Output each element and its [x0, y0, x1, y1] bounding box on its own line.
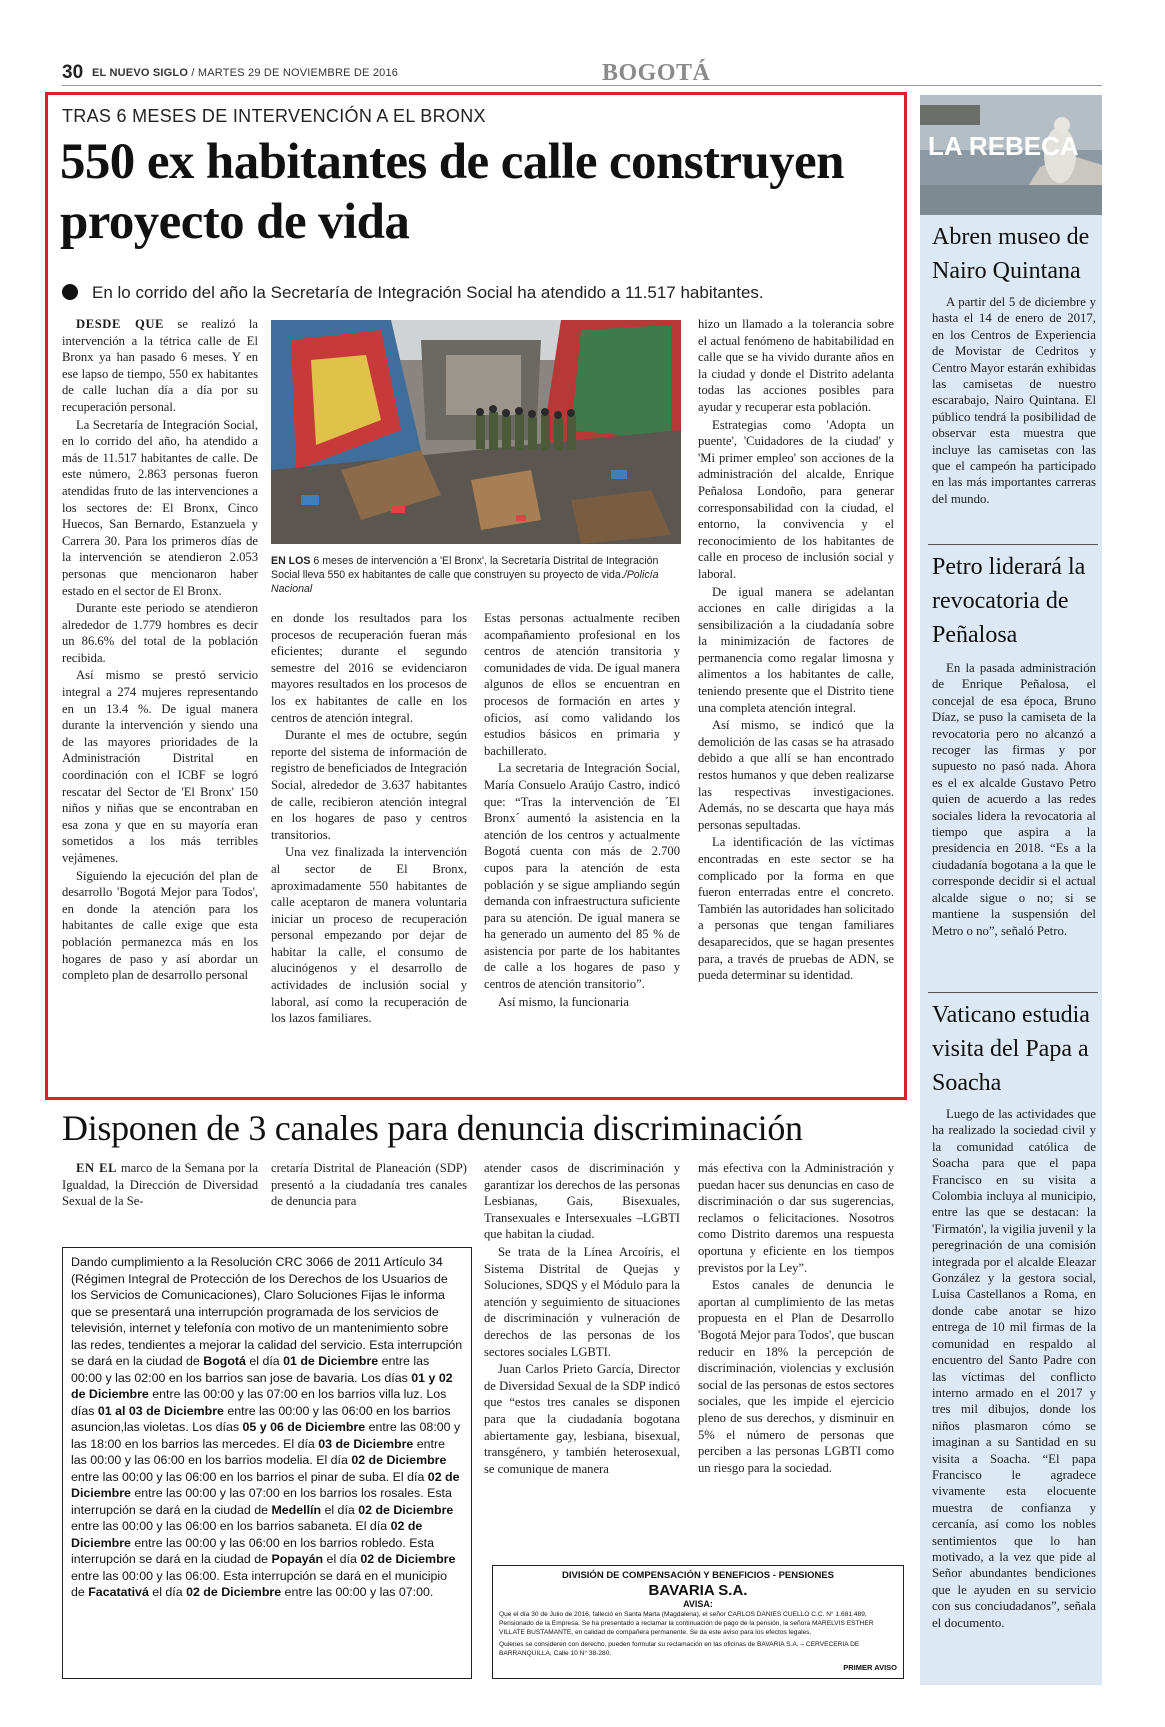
- paragraph: La Secretaría de Integración Social, en lo corrido del año, ha atendido a más de 11.517 habitantes de calle. De este número, 2.863 personas fueron atendidas fruto de las intervenciones a los sectores de: El Bronx, Cinco Huecos, San Bernardo, Estanzuela y Carrera 30. Para los primeros días de la intervención se atendieron 2.053 personas que mencionaron haber estado en el sector de El Bronx.: [62, 417, 258, 598]
- notice-emphasis: 02 de Diciembre: [71, 1519, 423, 1550]
- paragraph: Estos canales de denuncia le aportan al cumplimiento de las metas propuesta en el Plan de Desarrollo 'Bogotá Mejor para Todos', que buscan reducir en 18% la percepción de discriminación, violencias y exclusión social de las personas de estos sectores sociales, que les impide el ejercicio pleno de sus derechos, y disminuir en 5% el número de personas que perciben a las personas LGBTI como un riesgo para la sociedad.: [698, 1278, 894, 1475]
- subhead-text: En lo corrido del año la Secretaría de Integración Social ha atendido a 11.517 habitantes.: [92, 283, 764, 302]
- second-story-column-1: [62, 1160, 258, 1211]
- sidebar-headline-2: Petro liderará la revocatoria de Peñalosa: [932, 554, 1086, 648]
- notice-emphasis: 01 al 03 de Diciembre: [97, 1403, 224, 1418]
- paragraph: Estrategias como 'Adopta un puente', 'Cuidadores de la ciudad' y 'Mi primer empleo' son acciones de la administración del alcalde, Enrique Peñalosa Londoño, para generar corresponsabilidad con la ciudad, el entorno, la convivencia y el reconocimiento de los habitantes de calle en proceso de inclusión social y laboral.: [698, 417, 894, 581]
- page-number: 30: [62, 62, 84, 83]
- notice-emphasis: 02 de Diciembre: [358, 1502, 454, 1517]
- notice-emphasis: 01 de Diciembre: [283, 1354, 379, 1368]
- news-photo-bronx: [271, 320, 681, 544]
- notice-body: Que el día 30 de Julio de 2016, falleció en Santa Marta (Magdalena), el señor CARLOS DANIES CUELLO C.C. N° 1.681.489, Pensionado de la Empresa. Se ha presentado a reclamar la continuación de pago de la pensión, la señora MARELVIS ESTHER VILLATE BUSTAMANTE, en calidad de compañera permanente. Se da este aviso para los efectos legales.: [499, 1611, 874, 1636]
- paragraph: se realizó la intervención a la tétrica calle de El Bronx ya han pasado 6 meses. Y en ese lapso de tiempo, 550 ex habitantes de calle luchan día a día por su recuperación personal.: [62, 317, 258, 414]
- drop-in-words: DESDE QUE: [76, 317, 165, 331]
- notice-text: entre las 00:00 y las 06:00 en los barrios el pinar de suba. El día: [71, 1469, 428, 1484]
- story-column-2: [271, 610, 467, 1028]
- story-column-1: [62, 316, 258, 985]
- notice-emphasis: 02 de Diciembre: [71, 1469, 460, 1500]
- notice-text: entre las 00:00 y las 06:00. Esta interrupción se dará en el municipio de: [71, 1568, 448, 1599]
- second-story-column-3: [484, 1160, 680, 1478]
- publication-date-line: [92, 67, 398, 79]
- paragraph: hizo un llamado a la tolerancia sobre el actual fenómeno de habitabilidad en calle que se ha vivido durante años en la ciudad y donde el Distrito adelanta todas las acciones posibles para ayudar y recuperar esta población.: [698, 317, 894, 414]
- story-subhead: [62, 283, 764, 303]
- sidebar-divider: [928, 544, 1098, 545]
- la-rebeca-image: [920, 95, 1102, 215]
- paragraph: Así mismo, se indicó que la demolición de las casas se ha atrasado debido a que allí se han encontrado restos humanos y que deben realizarse las respectivas investigaciones. Además, no se descarta que haya más personas sepultadas.: [698, 718, 894, 832]
- notice-claims: Quienes se consideren con derecho, pueden formular su reclamación en las oficinas de BAVARIA S.A. – CERVECERIA DE BARRANQUILLA, Calle 10 N° 38-280.: [499, 1641, 860, 1658]
- paragraph: Estas personas actualmente reciben acompañamiento profesional en los centros de atención transitoria y comunidades de vida. De igual manera algunos de ellos se encuentran en procesos de formación en artes y oficios, así como validando los estudios básicos en primaria y bachillerato.: [484, 611, 680, 758]
- bavaria-pension-notice: [492, 1565, 904, 1679]
- story-column-4: [698, 316, 894, 985]
- paragraph: Se trata de la Línea Arcoíris, el Sistema Distrital de Quejas y Soluciones, SDQS y el Módulo para la atención y seguimiento de situaciones de discriminación y vulneración de derechos de las personas de los sectores sociales LGBTI.: [484, 1244, 680, 1359]
- paragraph: De igual manera se adelantan acciones en calle dirigidas a la sensibilización a la ciudadanía sobre la minimización de factores de permanencia como regalar limosna y alimentos a los habitantes de calle, teniendo presente que el Distrito tiene una completa atención integral.: [698, 584, 894, 715]
- notice-emphasis: 02 de Diciembre: [360, 1552, 456, 1566]
- notice-emphasis: 02 de Diciembre: [186, 1585, 282, 1599]
- paragraph: Una vez finalizada la intervención al sector de El Bronx, aproximadamente 550 habitantes de calle aceptaron de manera voluntaria iniciar un proceso de recuperación personal empezando por dejar de habitar la calle, el consumo de alucinógenos y el desarrollo de actividades de inclusión social y laboral, así como la recuperación de los lazos familiares.: [271, 845, 467, 1026]
- sidebar-text-3: [932, 1106, 1096, 1631]
- notice-text: entre las 00:00 y las 07:00 en los barrios villa luz. Los días: [71, 1387, 447, 1418]
- paragraph: A partir del 5 de diciembre y hasta el 14 de enero de 2017, en los Centros de Experiencia de Movistar de Cedritos y Centro Mayor estarán exhibidas las camisetas de nuestro escarabajo, Nairo Quintana. El público tendrá la posibilidad de observar esta muestra que incluye las camisetas con las que el campeón ha participado en las más importantes carreras del mundo.: [932, 295, 1096, 506]
- notice-text: entre las 00:00 y las 07:00.: [281, 1585, 434, 1599]
- section-title: BOGOTÁ: [602, 60, 711, 86]
- caption-text: 6 meses de intervención a 'El Bronx', la Secretaría Distrital de Integración Social lleva 550 ex habitantes de calle que construyen su proyecto de vida.: [271, 555, 659, 581]
- sidebar-headline-3: Vaticano estudia visita del Papa a Soacha: [932, 1002, 1090, 1096]
- drop-in-words: EN EL: [76, 1161, 118, 1175]
- notice-text: Dando cumplimiento a la Resolución CRC 3066 de 2011 Artículo 34 (Régimen Integral de Protección de los Derechos de los Usuarios de los Servicios de Comunicaciones), Claro Soluciones Fijas le informa que se presentará una interrupción programada de los servicios de televisión, internet y telefonía con motivo de un mantenimiento sobre las redes, tendientes a mejorar la calidad del servicio. Esta interrupción se dará en la ciudad de: [71, 1255, 463, 1368]
- second-story-headline: Disponen de 3 canales para denuncia discriminación: [62, 1108, 803, 1148]
- story-kicker: TRAS 6 MESES DE INTERVENCIÓN A EL BRONX: [62, 106, 486, 126]
- publication-name: EL NUEVO SIGLO: [92, 67, 189, 79]
- notice-emphasis: 05 y 06 de Diciembre: [242, 1420, 366, 1434]
- paragraph: Juan Carlos Prieto García, Director de Diversidad Sexual de la SDP indicó que “estos tres canales se disponen para que la ciudadanía bogotana abiertamente gay, lesbiana, bisexual, transgénero, y también heterosexual, se comunique de manera: [484, 1362, 680, 1476]
- image-label: LA REBECA: [928, 131, 1079, 161]
- paragraph: cretaría Distrital de Planeación (SDP) presentó a la ciudadanía tres canales de denuncia para: [271, 1161, 467, 1209]
- story-column-3: [484, 610, 680, 1011]
- paragraph: La identificación de las víctimas encontradas en este sector se ha complicado por la forma en que fueron enterradas entre el concreto. También las autoridades han solicitado a personas que tengan familiares desaparecidos, que se hagan presentes para, a través de pruebas de ADN, se pueda determinar su identidad.: [698, 835, 894, 983]
- paragraph: Durante este periodo se atendieron alrededor de 1.779 hombres es decir un 86.6% del total de la población recibida.: [62, 601, 258, 665]
- service-interruption-notice: [62, 1247, 472, 1679]
- notice-text: el día: [245, 1354, 284, 1368]
- notice-text: entre las 00:00 y las 06:00 en los barrios modelia. El día: [71, 1436, 445, 1467]
- notice-text: entre las 00:00 y las 02:00 en los barrios san jose de bavaria. Los días: [71, 1354, 430, 1385]
- sidebar-headline-1: Abren museo de Nairo Quintana: [932, 224, 1090, 284]
- paragraph: Luego de las actividades que ha realizado la sociedad civil y la comunidad católica de Soacha para que el papa Francisco en su visita a Colombia incluya al municipio, entre las que se destacan: la 'Firmatón', la vigilia juvenil y la peregrinación de una comisión integrada por el alcalde Eleazar González y la gestora social, Luisa Castellanos a Roma, en donde cabe anotar se hizo entrega de 10 mil firmas de la comunidad en respaldo al encuentro del Santo Padre con las víctimas del conflicto interno armado en el 2017 y tres mil dibujos, donde los niños plasmaron cómo se imaginan a su Santidad en su visita a Soacha. “El papa Francisco le agradece vivamente esta elocuente muestra de confianza y cercanía, así como los nobles sentimientos que lo han motivado, a la vez que pide al Señor abundantes bendiciones que le ayuden en su servicio con sus conciudadanos”, señala el documento.: [932, 1107, 1096, 1630]
- notice-emphasis: Facatativá: [88, 1585, 149, 1599]
- paragraph: Siguiendo la ejecución del plan de desarrollo 'Bogotá Mejor para Todos', en donde la atención para los habitantes de calle exige que esta población permanezca más en los hogares de paso y así abordar un completo plan de desarrollo personal: [62, 868, 258, 983]
- notice-emphasis: 02 de Diciembre: [351, 1453, 447, 1467]
- notice-text: entre las 08:00 y las 18:00 en los barrios las mercedes. El día: [71, 1420, 461, 1451]
- notice-text: el día: [321, 1502, 359, 1517]
- notice-emphasis: Medellín: [271, 1502, 322, 1517]
- second-story-column-2: [271, 1160, 467, 1211]
- second-story-column-4: [698, 1160, 894, 1477]
- sidebar-text-1: [932, 294, 1096, 507]
- notice-text: el día: [148, 1585, 187, 1599]
- sidebar-divider: [928, 992, 1098, 993]
- notice-text: entre las 00:00 y las 07:00 en los barrios los rosales. Esta interrupción se dará en la ciudad de: [71, 1486, 452, 1517]
- notice-sign: PRIMER AVISO: [843, 1662, 897, 1672]
- paragraph: Así mismo, la funcionaria: [498, 994, 629, 1009]
- photo-credit: /Policía Nacional: [271, 569, 659, 595]
- notice-emphasis: Popayán: [271, 1552, 324, 1566]
- paragraph: Así mismo se prestó servicio integral a 274 mujeres representando en un 13.4 %. De igual manera durante la intervención y siendo una de las mayores prioridades de la Administración Distrital en coordinación con el ICBF se logró rescatar del Sector de 'El Bronx' 150 niños y niñas que se encontraban en esa zona y que en su mayoría eran sometidos a los más terribles vejámenes.: [62, 668, 258, 865]
- notice-emphasis: Bogotá: [203, 1354, 246, 1368]
- notice-text: entre las 00:00 y las 06:00 en los barrios robledo. Esta interrupción se dará en la ciudad de: [71, 1535, 434, 1566]
- story-headline: 550 ex habitantes de calle construyen proyecto de vida: [60, 134, 844, 250]
- bullet-icon: [62, 284, 78, 300]
- paragraph: En la pasada administración de Enrique Peñalosa, el concejal de esa época, Bruno Díaz, se puso la camiseta de la revocatoria pero no alcanzó a recoger las firmas y por supuesto no pasó nada. Ahora es el ex alcalde Gustavo Petro quien de acuerdo a las redes sociales lidera la revocatoria al tiempo que aspira a la presidencia en 2018. “Es a la ciudadanía bogotana a la que le corresponde decidir si el actual alcalde sigue o no; si se mantiene la suspensión del Metro o no”, señaló Petro.: [932, 661, 1096, 938]
- page-header: [62, 62, 1102, 86]
- caption-lead: EN LOS: [271, 555, 311, 567]
- photo-caption: [271, 554, 681, 596]
- paragraph: más efectiva con la Administración y puedan hacer sus denuncias en caso de discriminación o dar sus sugerencias, reclamos o felicitaciones. Nosotros como Distrito daremos una respuesta oportuna y eficiente en los tiempos previstos por la Ley”.: [698, 1161, 894, 1275]
- paragraph: atender casos de discriminación y garantizar los derechos de las personas Lesbianas, Gais, Bisexuales, Transexuales e Intersexuales –LGBTI que habitan la ciudad.: [484, 1161, 680, 1242]
- paragraph: Durante el mes de octubre, según reporte del sistema de información de registro de beneficiados de Integración Social, alrededor de 3.637 habitantes de calle, recibieron atención integral en los hogares de paso y centros transitorios.: [271, 728, 467, 842]
- issue-date: / MARTES 29 DE NOVIEMBRE DE 2016: [191, 67, 399, 79]
- street-scene-image: [271, 320, 681, 544]
- sidebar-text-2: [932, 660, 1096, 939]
- notice-text: entre las 00:00 y las 06:00 en los barrios sabaneta. El día: [71, 1519, 391, 1533]
- paragraph: marco de la Semana por la Igualdad, la Dirección de Diversidad Sexual de la Se-: [62, 1161, 258, 1209]
- notice-emphasis: 01 y 02 de Diciembre: [71, 1370, 453, 1401]
- notice-emphasis: 03 de Diciembre: [318, 1436, 414, 1451]
- notice-company: BAVARIA S.A.: [648, 1582, 748, 1599]
- notice-avisa: AVISA:: [683, 1599, 713, 1609]
- paragraph: en donde los resultados para los procesos de recuperación fueran más eficientes; durante el segundo semestre del 2016 se evidenciaron mayores resultados en los procesos de los ex habitantes de calle en los centros de atención integral.: [271, 611, 467, 725]
- notice-division: DIVISIÓN DE COMPENSACIÓN Y BENEFICIOS - PENSIONES: [561, 1570, 835, 1581]
- notice-text: entre las 00:00 y las 06:00 en los barrios asuncion,las violetas. Los días: [71, 1403, 451, 1434]
- notice-text: el día: [323, 1552, 361, 1566]
- paragraph: La secretaria de Integración Social, María Consuelo Araújo Castro, indicó que: “Tras la intervención de ´El Bronx´ aumentó la asistencia en la atención de los centros y actualmente Bogotá cuenta con más de 2.700 cupos para la atención de esta población y se sigue ampliando según demanda con infraestructura suficiente para su atención. De igual manera se ha generado un aumento del 85 % de asistencia por parte de los habitantes de calle a los hogares de paso y centros de atención transitorio”.: [484, 761, 680, 992]
